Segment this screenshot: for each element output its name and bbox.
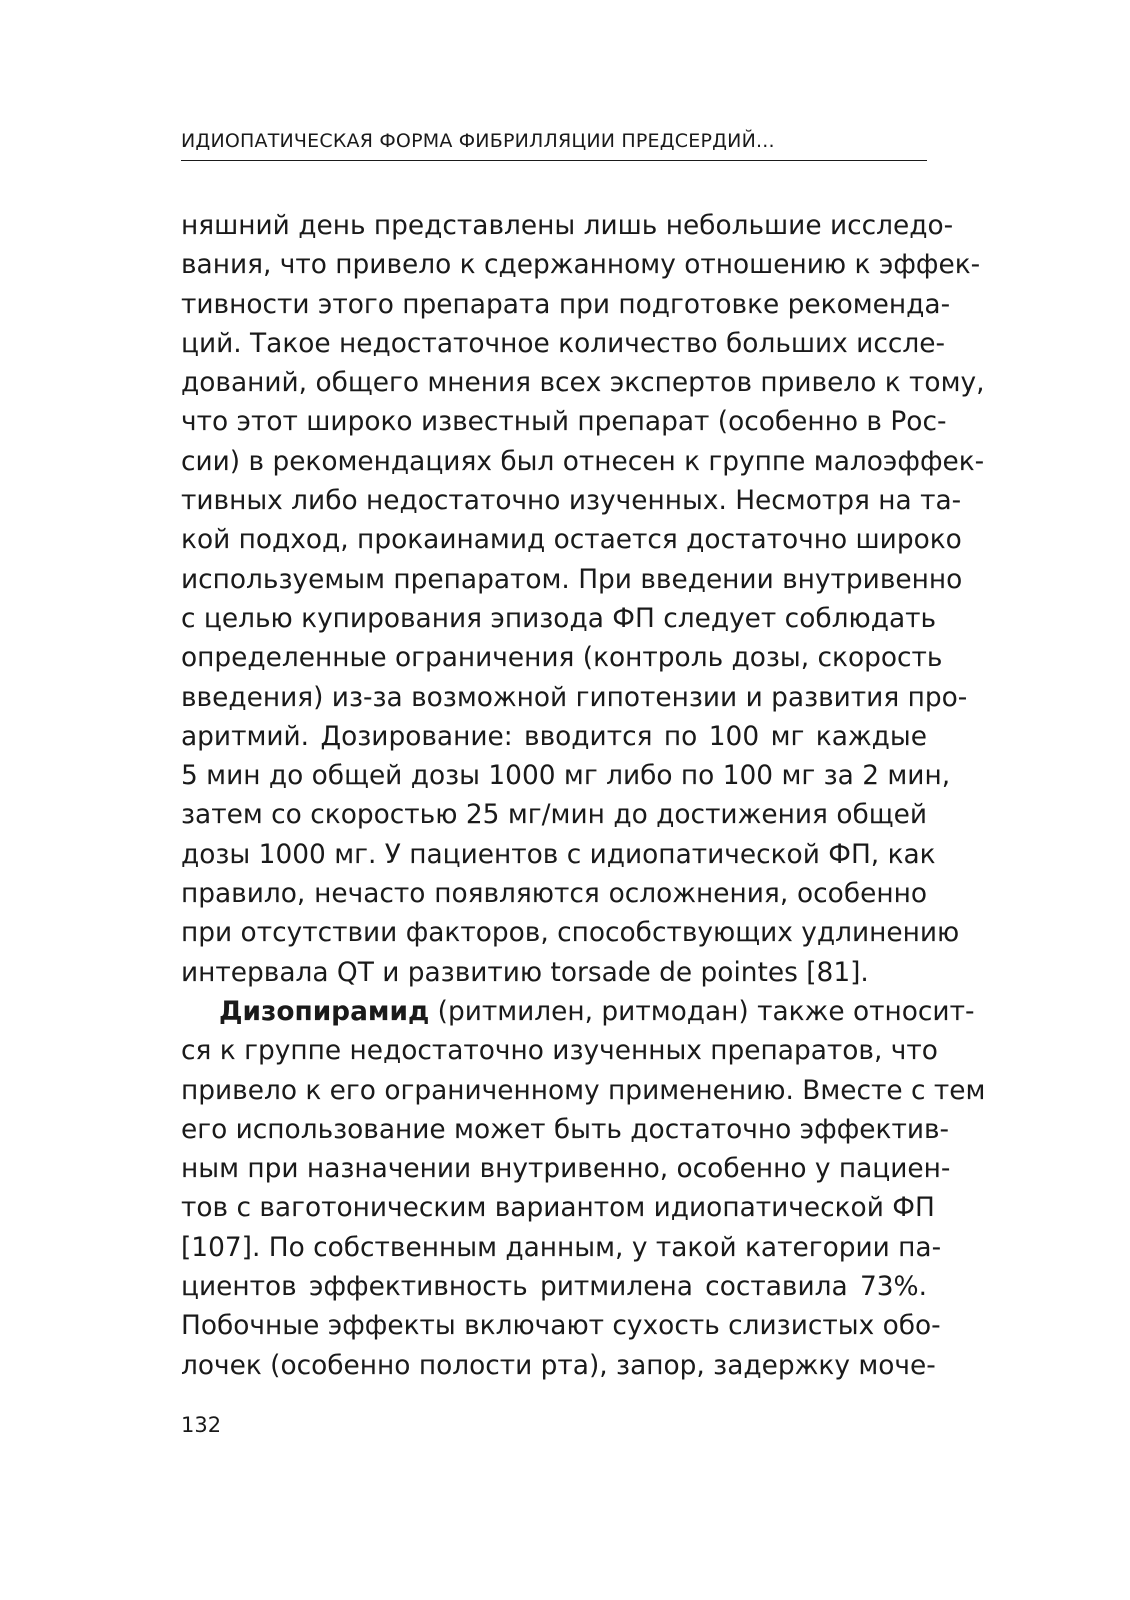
text-line: тивности этого препарата при подготовке рекоменда- (181, 288, 951, 320)
text-line: ся к группе недостаточно изученных препаратов, что (181, 1035, 938, 1067)
running-header (181, 120, 927, 161)
page-number: 132 (181, 1413, 222, 1437)
text-line: ным при назначении внутривенно, особенно у пациен- (181, 1153, 951, 1185)
text-line: няшний день представлены лишь небольшие исследо- (181, 210, 954, 241)
text-line: введения) из-за возможной гипотензии и развития про- (181, 681, 968, 713)
text-line: Побочные эффекты включают сухость слизистых обо- (181, 1310, 941, 1342)
text-line: кой подход, прокаинамид остается достаточно широко (181, 524, 962, 556)
text-line: используемым препаратом. При введении внутривенно (181, 563, 963, 595)
text-line: затем со скоростью 25 мг/мин до достижения общей (181, 799, 927, 831)
text-line: 5 мин до общей дозы 1000 мг либо по 100 мг за 2 мин, (181, 760, 951, 792)
text-line: тов с ваготоническим вариантом идиопатической ФП (181, 1192, 935, 1224)
text-line: интервала QT и развитию torsade de pointes [81]. (181, 956, 869, 988)
paragraph-first-line (181, 992, 975, 1031)
text-line: что этот широко известный препарат (особенно в Рос- (181, 406, 947, 438)
running-title: ИДИОПАТИЧЕСКАЯ ФОРМА ФИБРИЛЛЯЦИИ ПРЕДСЕРДИЙ... (181, 130, 775, 152)
text-line: лочек (особенно полости рта), запор, задержку моче- (181, 1349, 936, 1381)
text-line: с целью купирования эпизода ФП следует соблюдать (181, 602, 937, 634)
body-text (181, 206, 986, 1385)
text-line: дозы 1000 мг. У пациентов с идиопатической ФП, как (181, 838, 936, 870)
text-line: его использование может быть достаточно эффектив- (181, 1113, 950, 1145)
text-line: правило, нечасто появляются осложнения, особенно (181, 878, 927, 910)
text-line: тивных либо недостаточно изученных. Несмотря на та- (181, 485, 962, 517)
text-line: вания, что привело к сдержанному отношению к эффек- (181, 249, 981, 281)
drug-name-term: Дизопирамид (219, 995, 430, 1027)
text-fragment: (ритмилен, ритмодан) также относит- (429, 995, 975, 1027)
text-line: [107]. По собственным данным, у такой категории па- (181, 1231, 942, 1263)
text-line: сии) в рекомендациях был отнесен к группе малоэффек- (181, 445, 985, 477)
text-line: дований, общего мнения всех экспертов привело к тому, (181, 367, 985, 399)
text-line: привело к его ограниченному применению. Вместе с тем (181, 1074, 986, 1106)
text-line: аритмий. Дозирование: вводится по 100 мг каждые (181, 720, 927, 752)
text-line: при отсутствии факторов, способствующих удлинению (181, 917, 960, 949)
text-line: определенные ограничения (контроль дозы, скорость (181, 642, 943, 674)
text-line: ций. Такое недостаточное количество больших иссле- (181, 327, 945, 359)
text-line: циентов эффективность ритмилена составила 73%. (181, 1271, 927, 1303)
